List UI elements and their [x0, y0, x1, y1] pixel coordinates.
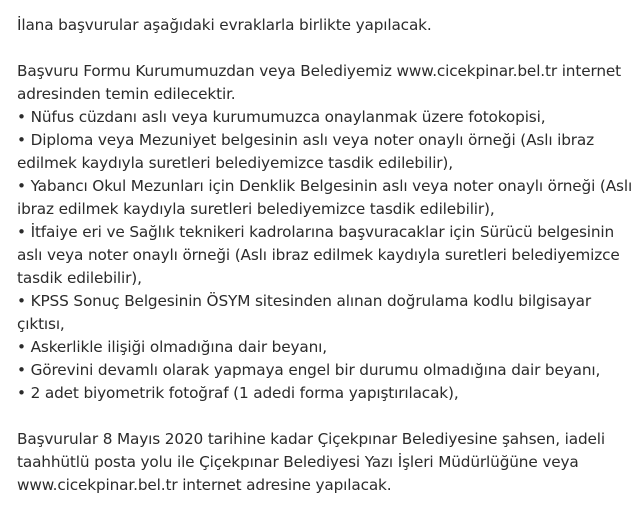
list-item: • Nüfus cüzdanı aslı veya kurumumuzca onaylanmak üzere fotokopisi, — [17, 106, 637, 129]
list-item: • 2 adet biyometrik fotoğraf (1 adedi forma yapıştırılacak), — [17, 382, 637, 405]
requirements-section — [17, 60, 637, 405]
intro-paragraph: İlana başvurular aşağıdaki evraklarla birlikte yapılacak. — [17, 16, 432, 34]
announcement-text — [17, 14, 637, 497]
list-item: • İtfaiye eri ve Sağlık teknikeri kadrolarına başvuracaklar için Sürücü belgesinin aslı veya noter onaylı örneği (Aslı ibraz edilmek kaydıyla suretleri belediyemizce tasdik edilebilir), — [17, 221, 637, 290]
closing-paragraph: Başvurular 8 Mayıs 2020 tarihine kadar Çiçekpınar Belediyesine şahsen, iadeli taahhütlü posta yolu ile Çiçekpınar Belediyesi Yazı İşleri Müdürlüğüne veya www.cicekpinar.bel.tr internet adresine yapılacak. — [17, 430, 605, 494]
form-paragraph: Başvuru Formu Kurumumuzdan veya Belediyemiz www.cicekpinar.bel.tr internet adresinden temin edilecektir. — [17, 62, 621, 103]
list-item: • Askerlikle ilişiği olmadığına dair beyanı, — [17, 336, 637, 359]
list-item: • Diploma veya Mezuniyet belgesinin aslı veya noter onaylı örneği (Aslı ibraz edilmek kaydıyla suretleri belediyemizce tasdik edilebilir), — [17, 129, 637, 175]
list-item: • Yabancı Okul Mezunları için Denklik Belgesinin aslı veya noter onaylı örneği (Aslı ibraz edilmek kaydıyla suretleri belediyemizce tasdik edilebilir), — [17, 175, 637, 221]
list-item: • KPSS Sonuç Belgesinin ÖSYM sitesinden alınan doğrulama kodlu bilgisayar çıktısı, — [17, 290, 637, 336]
list-item: • Görevini devamlı olarak yapmaya engel bir durumu olmadığına dair beyanı, — [17, 359, 637, 382]
